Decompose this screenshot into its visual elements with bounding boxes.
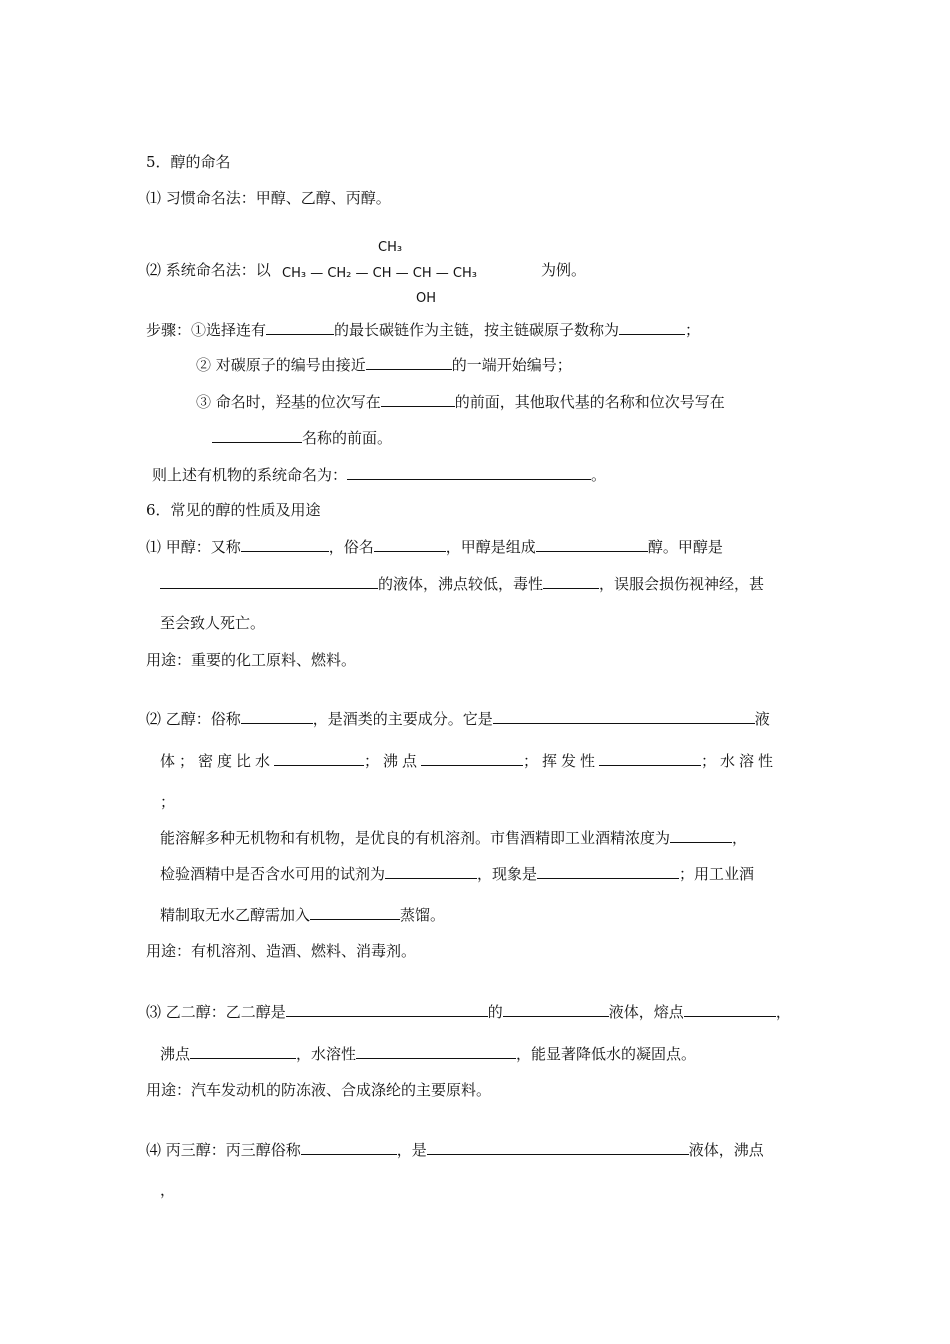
step-2-line	[196, 355, 572, 375]
blank-field[interactable]	[537, 864, 679, 879]
common-naming-line: ⑴ 习惯命名法：甲醇、乙醇、丙醇。	[146, 189, 391, 207]
blank-field[interactable]	[670, 828, 732, 843]
methanol-line-2	[160, 574, 764, 594]
step-1-text-c: ；	[685, 321, 701, 339]
formula-branch-top: CH₃	[378, 240, 403, 255]
blank-field[interactable]	[190, 1044, 296, 1059]
blank-field[interactable]	[493, 709, 755, 724]
glycerol-line-1	[146, 1140, 764, 1160]
blank-field[interactable]	[503, 1002, 609, 1017]
methanol-text-a: ⑴ 甲醇：又称	[146, 538, 241, 556]
ethanol-text-g: ；水溶性	[701, 752, 778, 770]
ethanol-text-h: 能溶解多种无机物和有机物，是优良的有机溶剂。市售酒精即工业酒精浓度为	[160, 829, 671, 847]
blank-field[interactable]	[274, 751, 364, 766]
blank-field[interactable]	[286, 1002, 488, 1017]
blank-field[interactable]	[160, 574, 378, 589]
glycerol-text-a: ⑷ 丙三醇：丙三醇俗称	[146, 1141, 301, 1159]
ethanol-line-2-end: ；	[160, 793, 176, 811]
methanol-use: 用途：重要的化工原料、燃料。	[146, 651, 357, 669]
systematic-naming-label: ⑵ 系统命名法：以	[146, 261, 271, 279]
methanol-text-d: 醇。甲醇是	[647, 538, 723, 556]
glycol-text-d: ，	[775, 1003, 791, 1021]
blank-field[interactable]	[356, 1044, 516, 1059]
glycol-text-e: 沸点	[160, 1045, 191, 1063]
step-3-text-a: ③ 命名时，羟基的位次写在	[196, 393, 381, 411]
glycol-use: 用途：汽车发动机的防冻液、合成涤纶的主要原料。	[146, 1081, 492, 1099]
blank-field[interactable]	[266, 320, 334, 335]
formula-branch-bottom: OH	[416, 291, 437, 306]
blank-field[interactable]	[381, 392, 455, 407]
ethanol-use: 用途：有机溶剂、造酒、燃料、消毒剂。	[146, 942, 417, 960]
ethanol-line-5	[160, 905, 445, 925]
ethanol-text-k: ，现象是	[477, 865, 538, 883]
step-3-line	[196, 392, 725, 412]
blank-field[interactable]	[599, 751, 701, 766]
naming-result-end: 。	[591, 466, 607, 484]
ethanol-text-c: 液	[754, 710, 770, 728]
ethanol-text-n: 蒸馏。	[400, 906, 446, 924]
step-3-text-b: 的前面，其他取代基的名称和位次号写在	[454, 393, 725, 411]
ethanol-line-2	[160, 751, 777, 771]
blank-field[interactable]	[543, 574, 599, 589]
ethanol-text-m: 精制取无水乙醇需加入	[160, 906, 311, 924]
blank-field[interactable]	[536, 537, 648, 552]
glycol-text-f: ，水溶性	[296, 1045, 357, 1063]
blank-field[interactable]	[421, 751, 523, 766]
blank-field[interactable]	[374, 537, 446, 552]
step-3-continuation	[212, 428, 392, 448]
glycol-text-g: ，能显著降低水的凝固点。	[516, 1045, 697, 1063]
naming-result-text: 则上述有机物的系统命名为：	[152, 466, 348, 484]
blank-field[interactable]	[366, 355, 452, 370]
methanol-text-b: ，俗名	[328, 538, 374, 556]
step-1-text-a: 步骤：①选择连有	[146, 321, 267, 339]
step-1-line	[146, 320, 700, 340]
glycol-line-2	[160, 1044, 696, 1064]
blank-field[interactable]	[241, 709, 313, 724]
blank-field[interactable]	[619, 320, 685, 335]
ethanol-line-3	[160, 828, 747, 848]
ethanol-text-i: ，	[732, 829, 748, 847]
blank-field[interactable]	[385, 864, 477, 879]
blank-field[interactable]	[301, 1140, 397, 1155]
glycol-text-a: ⑶ 乙二醇：乙二醇是	[146, 1003, 286, 1021]
blank-field[interactable]	[684, 1002, 776, 1017]
glycerol-text-b: ，是	[396, 1141, 427, 1159]
step-2-text-b: 的一端开始编号；	[451, 356, 572, 374]
step-1-text-b: 的最长碳链作为主链，按主链碳原子数称为	[334, 321, 620, 339]
blank-field[interactable]	[241, 537, 329, 552]
methanol-line-3: 至会致人死亡。	[160, 614, 266, 632]
methanol-line-1	[146, 537, 723, 557]
ethanol-text-l: ；用工业酒	[679, 865, 755, 883]
glycol-line-1	[146, 1002, 791, 1022]
ethanol-text-j: 检验酒精中是否含水可用的试剂为	[160, 865, 386, 883]
methanol-text-c: ，甲醇是组成	[445, 538, 536, 556]
glycerol-text-c: 液体，沸点	[688, 1141, 764, 1159]
step-2-text-a: ② 对碳原子的编号由接近	[196, 356, 366, 374]
blank-field[interactable]	[427, 1140, 689, 1155]
ethanol-text-f: ；挥发性	[523, 752, 600, 770]
ethanol-line-1	[146, 709, 770, 729]
section-5-title: 5．醇的命名	[146, 153, 231, 171]
ethanol-text-b: ，是酒类的主要成分。它是	[312, 710, 493, 728]
blank-field[interactable]	[347, 465, 591, 480]
naming-result-line	[152, 465, 606, 485]
methanol-text-e: 的液体，沸点较低，毒性	[378, 575, 544, 593]
blank-field[interactable]	[212, 428, 302, 443]
ethanol-text-e: ；沸点	[364, 752, 422, 770]
blank-field[interactable]	[310, 905, 400, 920]
formula-main-chain: CH₃ — CH₂ — CH — CH — CH₃	[282, 266, 477, 281]
methanol-text-f: ，误服会损伤视神经，甚	[599, 575, 765, 593]
ethanol-text-a: ⑵ 乙醇：俗称	[146, 710, 241, 728]
glycerol-line-2: ，	[160, 1181, 176, 1199]
systematic-naming-example-suffix: 为例。	[541, 261, 587, 279]
ethanol-text-d: 体；密度比水	[160, 752, 275, 770]
step-3-text-c: 名称的前面。	[302, 429, 393, 447]
ethanol-line-4	[160, 864, 754, 884]
section-6-title: 6．常见的醇的性质及用途	[146, 501, 321, 519]
glycol-text-c: 液体，熔点	[608, 1003, 684, 1021]
glycol-text-b: 的	[487, 1003, 503, 1021]
